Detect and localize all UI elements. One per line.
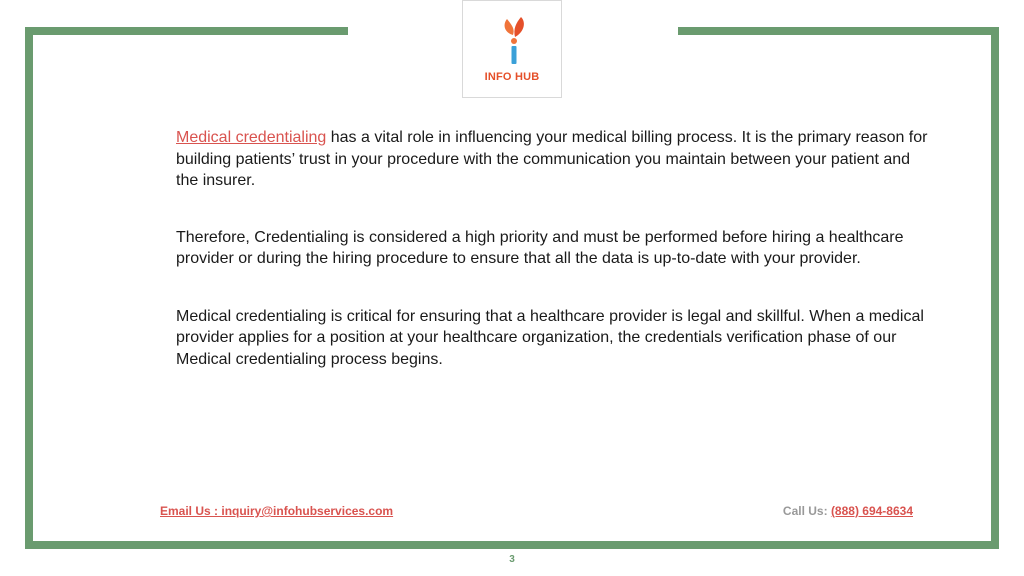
phone-link[interactable]: (888) 694-8634	[830, 504, 913, 518]
paragraph-3: Medical credentialing is critical for ensuring that a healthcare provider is legal and skillful. When a medical provider applies for a position at your healthcare organization, the credentials verification phase of our Medical credentialing process begins.	[176, 307, 924, 368]
page-number: 3	[509, 554, 515, 565]
main-content	[176, 127, 936, 405]
logo	[462, 0, 562, 98]
medical-credentialing-link[interactable]: Medical credentialing	[176, 129, 327, 146]
logo-text: INFO HUB	[484, 71, 540, 83]
paragraph-2: Therefore, Credentialing is considered a high priority and must be performed before hiring a healthcare provider or during the hiring procedure to ensure that all the data is up-to-date with your provider.	[176, 228, 904, 267]
paragraph-1-text: has a vital role in influencing your medical billing process. It is the primary reason for building patients’ trust in your procedure with the communication you maintain between your patient and the insurer.	[176, 129, 928, 189]
infohub-logo-icon	[499, 15, 529, 65]
call-label: Call Us:	[782, 504, 831, 518]
email-link[interactable]: Email Us : inquiry@infohubservices.com	[160, 504, 394, 518]
call-us	[783, 504, 913, 518]
paragraph-1	[176, 127, 936, 192]
